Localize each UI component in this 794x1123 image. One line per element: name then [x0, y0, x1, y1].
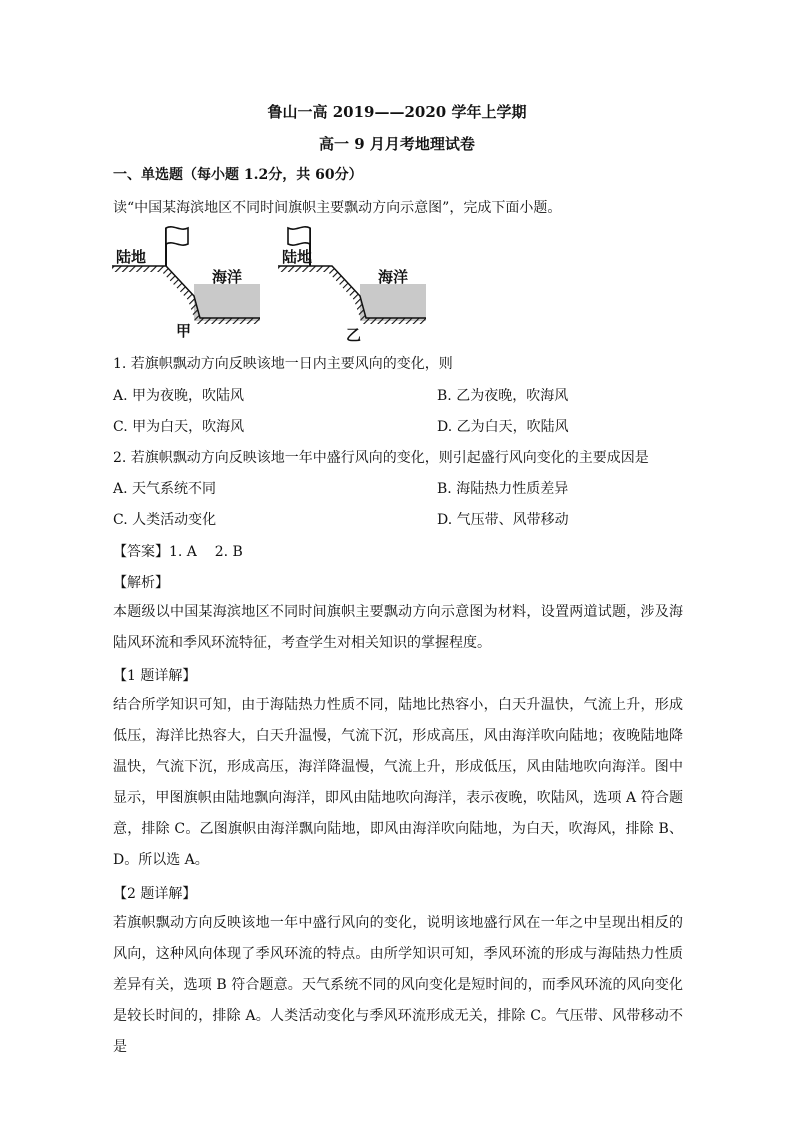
- analysis-label: 【解析】: [113, 575, 169, 591]
- sea-label: 海洋: [378, 268, 409, 286]
- answer-line: [113, 541, 243, 561]
- land-label: 陆地: [282, 248, 313, 266]
- analysis-text: 本题级以中国某海滨地区不同时间旗帜主要飘动方向示意图为材料，设置两道试题，涉及海陆风环流和季风环流特征，考查学生对相关知识的掌握程度。: [113, 604, 683, 651]
- land-label: 陆地: [116, 248, 147, 266]
- detail-2-label: 【2 题详解】: [113, 886, 197, 902]
- question-2-option-c: C. 人类活动变化: [113, 512, 217, 528]
- sea-water: [360, 284, 426, 321]
- answer-label: 【答案】: [113, 544, 169, 560]
- diagram-label-jia: 甲: [176, 322, 192, 340]
- section-intro: 读“中国某海滨地区不同时间旗帜主要飘动方向示意图”，完成下面小题。: [113, 200, 562, 216]
- question-1-option-d: D. 乙为白天，吹陆风: [437, 419, 569, 435]
- diagram-label-yi: 乙: [346, 326, 362, 344]
- flag-diagram: [108, 222, 438, 347]
- question-1-option-c: C. 甲为白天，吹海风: [113, 419, 245, 435]
- detail-2-text: 若旗帜飘动方向反映该地一年中盛行风向的变化，说明该地盛行风在一年之中呈现出相反的风向，这种风向体现了季风环流的特点。由所学知识可知，季风环流的形成与海陆热力性质差异有关，选项 B 符合题意。天气系统不同的风向变化是短时间的，而季风环流的风向变化是较长时间的，排除 A。人类活动变化与季风环流形成无关，排除 C。气压带、风带移动不是: [113, 915, 683, 1055]
- question-2-option-a: A. 天气系统不同: [113, 481, 217, 497]
- answer-value: 1. A 2. B: [169, 544, 243, 560]
- question-1-option-b: B. 乙为夜晚，吹海风: [437, 388, 569, 404]
- exam-subtitle: 高一 9 月月考地理试卷: [319, 135, 475, 153]
- section-heading: 一、单选题（每小题 1.2分，共 60分）: [113, 167, 363, 183]
- flag-icon: [288, 227, 310, 245]
- question-2-stem: 2. 若旗帜飘动方向反映该地一年中盛行风向的变化，则引起盛行风向变化的主要成因是: [113, 450, 649, 466]
- detail-1-label: 【1 题详解】: [113, 668, 197, 684]
- sea-water: [194, 284, 260, 321]
- question-1-stem: 1. 若旗帜飘动方向反映该地一日内主要风向的变化，则: [113, 356, 453, 372]
- question-2-option-d: D. 气压带、风带移动: [437, 512, 569, 528]
- diagram-yi: [278, 227, 426, 344]
- diagram-jia: [112, 227, 260, 340]
- question-1-option-a: A. 甲为夜晚，吹陆风: [113, 388, 245, 404]
- question-2-option-b: B. 海陆热力性质差异: [437, 481, 569, 497]
- flag-icon: [166, 227, 188, 245]
- detail-1-text: 结合所学知识可知，由于海陆热力性质不同，陆地比热容小，白天升温快，气流上升，形成低压，海洋比热容大，白天升温慢，气流下沉，形成高压，风由海洋吹向陆地；夜晚陆地降温快，气流下沉，形成高压，海洋降温慢，气流上升，形成低压，风由陆地吹向海洋。图中显示，甲图旗帜由陆地飘向海洋，即风由陆地吹向海洋，表示夜晚，吹陆风，选项 A 符合题意，排除 C。乙图旗帜由海洋飘向陆地，即风由海洋吹向陆地，为白天，吹海风，排除 B、D。所以选 A。: [113, 697, 683, 868]
- exam-title: 鲁山一高 2019——2020 学年上学期: [267, 103, 527, 121]
- sea-label: 海洋: [212, 268, 243, 286]
